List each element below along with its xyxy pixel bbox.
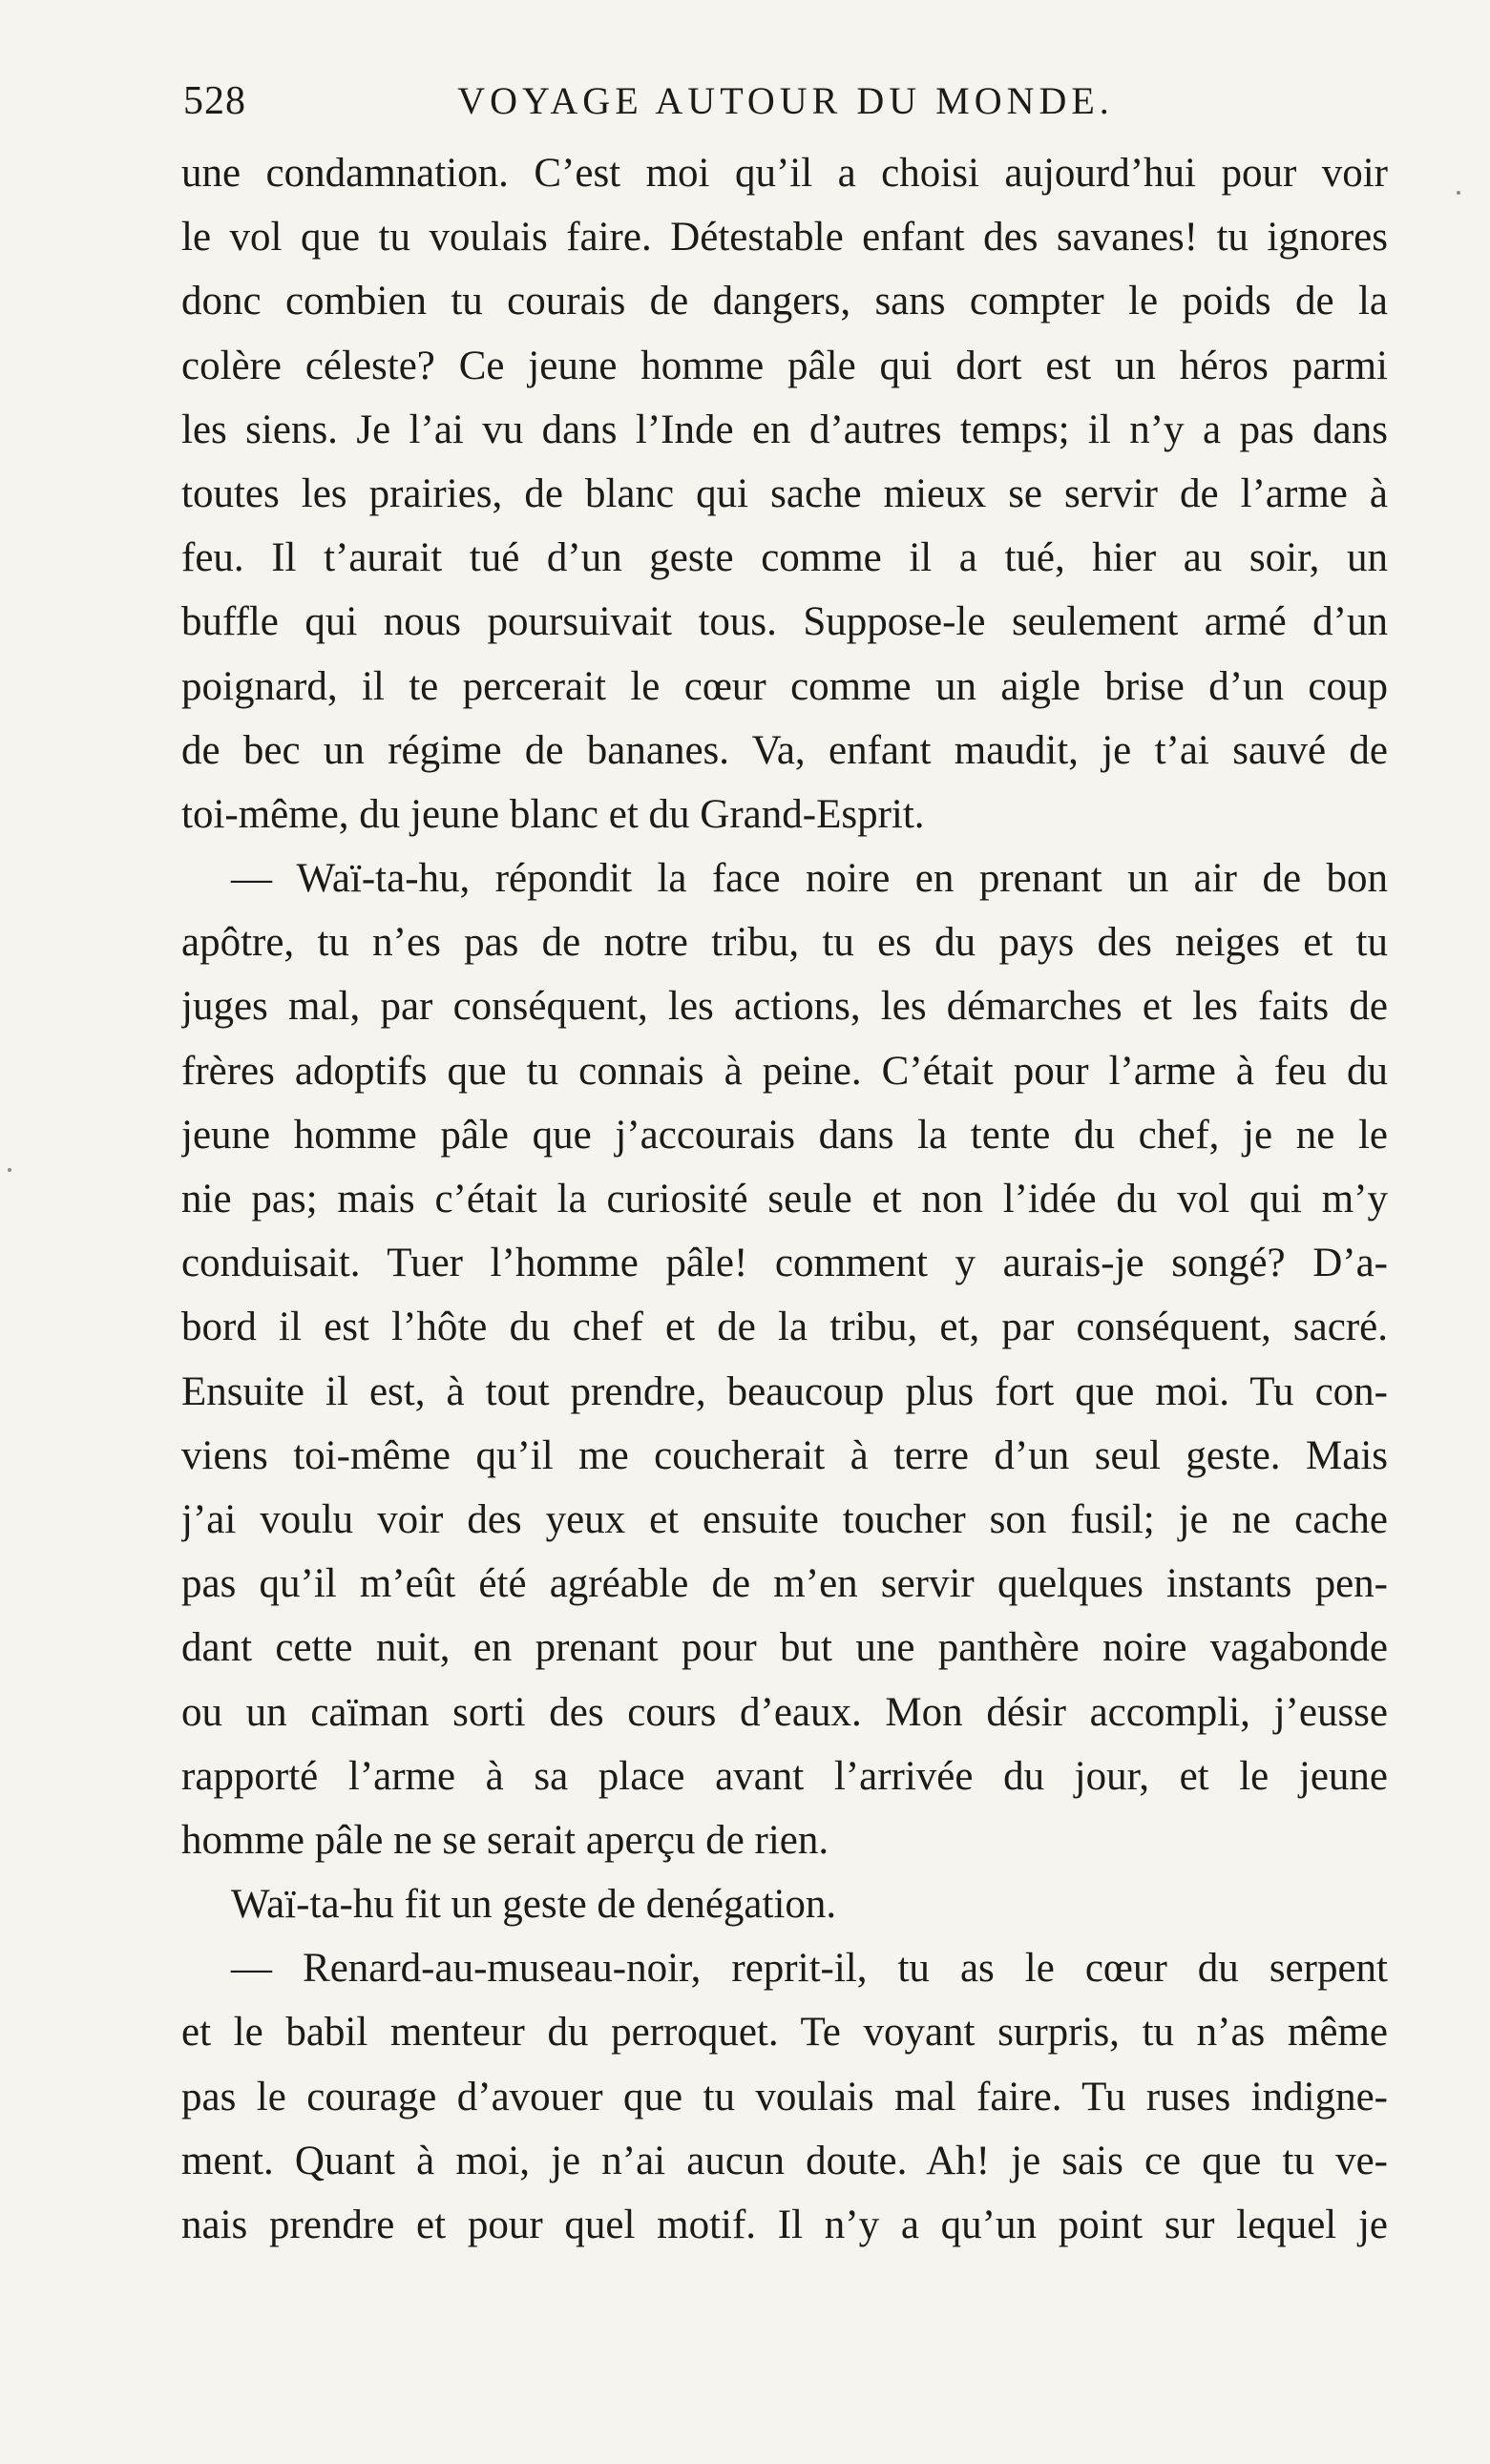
text-line: poignard, il te percerait le cœur comme un aigle brise d’un coup xyxy=(181,663,1388,709)
text-line: colère céleste? Ce jeune homme pâle qui dort est un héros parmi xyxy=(181,343,1388,388)
text-line: rapporté l’arme à sa place avant l’arrivée du jour, et le jeune xyxy=(181,1753,1388,1799)
text-line: toi-même, du jeune blanc et du Grand-Esprit. xyxy=(181,791,925,837)
text-line: bord il est l’hôte du chef et de la tribu, et, par conséquent, sacré. xyxy=(181,1305,1388,1350)
text-line: toutes les prairies, de blanc qui sache mieux se servir de l’arme à xyxy=(181,470,1388,516)
margin-speck xyxy=(1457,191,1460,195)
text-line: pas le courage d’avouer que tu voulais mal faire. Tu ruses indigne- xyxy=(181,2074,1388,2119)
text-line: apôtre, tu n’es pas de notre tribu, tu es du pays des neiges et tu xyxy=(181,920,1388,966)
text-line: ou un caïman sorti des cours d’eaux. Mon désir accompli, j’eusse xyxy=(181,1689,1388,1735)
text-line: — Waï-ta-hu, répondit la face noire en prenant un air de bon xyxy=(231,856,1388,902)
text-line: donc combien tu courais de dangers, sans compter le poids de la xyxy=(181,279,1388,324)
text-line: une condamnation. C’est moi qu’il a choisi aujourd’hui pour voir xyxy=(181,151,1388,196)
text-line: juges mal, par conséquent, les actions, les démarches et les faits de xyxy=(181,984,1388,1030)
text-line: jeune homme pâle que j’accourais dans la tente du chef, je ne le xyxy=(181,1112,1388,1158)
text-line: Waï-ta-hu fit un geste de denégation. xyxy=(231,1882,837,1928)
body-text xyxy=(181,141,1388,2257)
text-line: j’ai voulu voir des yeux et ensuite toucher son fusil; je ne cache xyxy=(181,1496,1388,1542)
page-number: 528 xyxy=(183,79,246,123)
text-line: ment. Quant à moi, je n’ai aucun doute. Ah! je sais ce que tu ve- xyxy=(181,2138,1388,2183)
text-line: Ensuite il est, à tout prendre, beaucoup plus fort que moi. Tu con- xyxy=(181,1368,1388,1414)
page-header xyxy=(183,78,1388,136)
running-title: VOYAGE AUTOUR DU MONDE. xyxy=(457,79,1114,122)
text-line: les siens. Je l’ai vu dans l’Inde en d’autres temps; il n’y a pas dans xyxy=(181,407,1388,452)
text-line: le vol que tu voulais faire. Détestable enfant des savanes! tu ignores xyxy=(181,215,1388,261)
text-line: feu. Il t’aurait tué d’un geste comme il a tué, hier au soir, un xyxy=(181,535,1388,581)
text-line: viens toi-même qu’il me coucherait à terre d’un seul geste. Mais xyxy=(181,1432,1388,1478)
text-line: buffle qui nous poursuivait tous. Suppose-le seulement armé d’un xyxy=(181,599,1388,645)
text-line: — Renard-au-museau-noir, reprit-il, tu as le cœur du serpent xyxy=(231,1946,1388,1992)
margin-speck xyxy=(8,1168,11,1172)
text-line: dant cette nuit, en prenant pour but une panthère noire vagabonde xyxy=(181,1625,1388,1671)
text-line: nais prendre et pour quel motif. Il n’y a qu’un point sur lequel je xyxy=(181,2203,1388,2247)
text-line: homme pâle ne se serait aperçu de rien. xyxy=(181,1817,829,1863)
text-line: frères adoptifs que tu connais à peine. C’était pour l’arme à feu du xyxy=(181,1048,1388,1094)
text-line: et le babil menteur du perroquet. Te voyant surpris, tu n’as même xyxy=(181,2010,1388,2056)
text-line: nie pas; mais c’était la curiosité seule et non l’idée du vol qui m’y xyxy=(181,1177,1388,1222)
text-line: de bec un régime de bananes. Va, enfant maudit, je t’ai sauvé de xyxy=(181,727,1388,773)
text-line: conduisait. Tuer l’homme pâle! comment y aurais-je songé? D’a- xyxy=(181,1241,1388,1286)
text-line: pas qu’il m’eût été agréable de m’en servir quelques instants pen- xyxy=(181,1561,1388,1607)
